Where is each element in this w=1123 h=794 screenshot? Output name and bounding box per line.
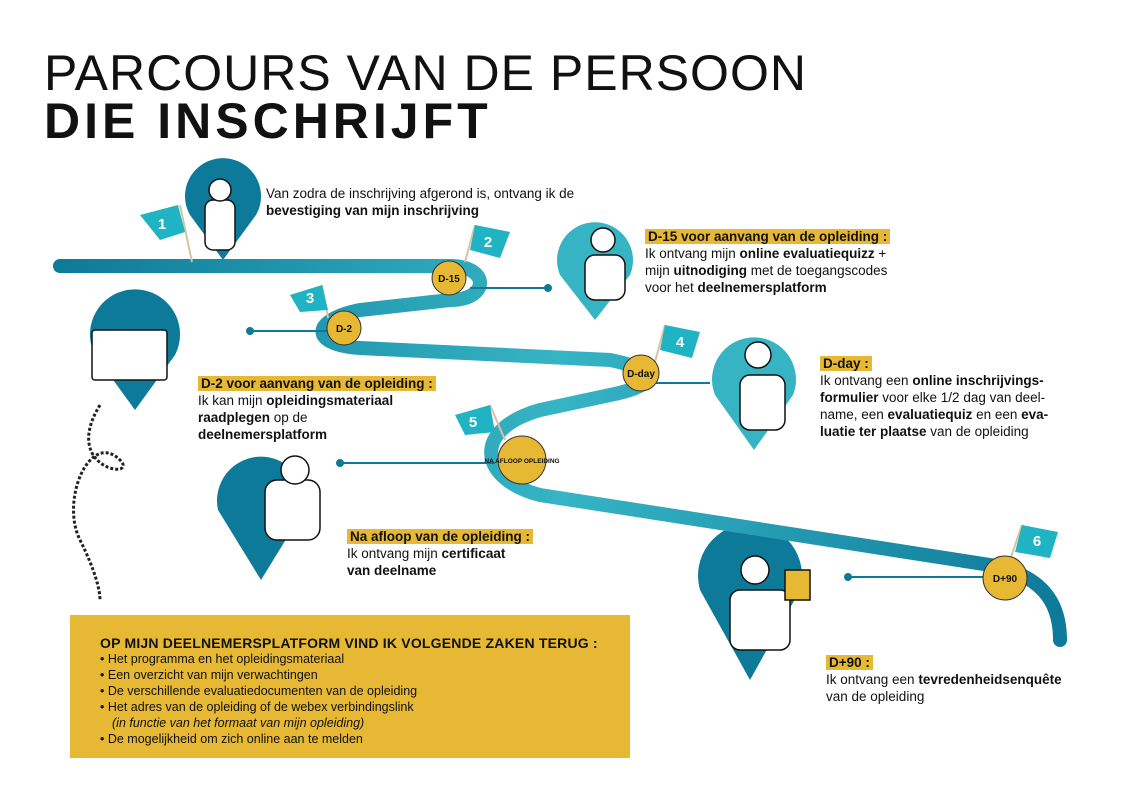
flag-6-label: 6 — [1032, 533, 1042, 550]
list-item: • Een overzicht van mijn verwachtingen — [112, 667, 417, 683]
list-item: • De verschillende evaluatiedocumenten van de opleiding — [112, 683, 417, 699]
list-item-note: (in functie van het formaat van mijn opleiding) — [112, 716, 365, 730]
road-path — [60, 266, 1060, 640]
badge-d2: D-2 — [335, 324, 353, 335]
list-item: • Het adres van de opleiding of de webex verbindingslink (in functie van het formaat van mijn opleiding) — [112, 699, 417, 731]
flag-2-label: 2 — [483, 234, 493, 251]
badge-dday: D-day — [627, 369, 655, 380]
step-5-text: Na afloop van de opleiding : Ik ontvang mijn certificaat van deelname — [347, 528, 533, 579]
rope-decoration — [74, 405, 124, 600]
step-2-text: D-15 voor aanvang van de opleiding : Ik ontvang mijn online evaluatiequizz + mijn uitnodiging met de toegangscodes voor het deelnemersplatform — [645, 228, 890, 296]
badge-d15: D-15 — [438, 274, 460, 285]
badge-d90: D+90 — [992, 574, 1018, 585]
step-4-text: D-day : Ik ontvang een online inschrijvings- formulier voor elke 1/2 dag van deel- name, een evaluatiequiz en een eva- luatie ter plaatse van de opleiding — [820, 356, 1049, 439]
list-item: • Het programma en het opleidingsmateriaal — [112, 651, 417, 667]
platform-items-list — [96, 651, 417, 747]
flag-1-label: 1 — [157, 216, 167, 233]
list-item: • De mogelijkheid om zich online aan te melden — [112, 731, 417, 747]
badge-na-afloop: NA AFLOOP OPLEIDING — [484, 458, 560, 465]
title-line1: PARCOURS VAN DE PERSOON — [44, 45, 807, 101]
step-1-text: Van zodra de inschrijving afgerond is, ontvang ik de bevestiging van mijn inschrijving — [266, 186, 575, 218]
flag-3-label: 3 — [305, 290, 315, 307]
step-3-text: D-2 voor aanvang van de opleiding : Ik kan mijn opleidingsmateriaal raadplegen op de deelnemersplatform — [198, 375, 436, 443]
title-line2: DIE INSCHRIJFT — [44, 93, 492, 149]
platform-box-heading: OP MIJN DEELNEMERSPLATFORM VIND IK VOLGENDE ZAKEN TERUG : — [100, 635, 598, 651]
flag-5-label: 5 — [468, 414, 478, 431]
platform-info-box — [70, 615, 630, 758]
step-6-text: D+90 : Ik ontvang een tevredenheidsenquête van de opleiding — [826, 655, 1062, 704]
flag-4-label: 4 — [675, 334, 685, 351]
